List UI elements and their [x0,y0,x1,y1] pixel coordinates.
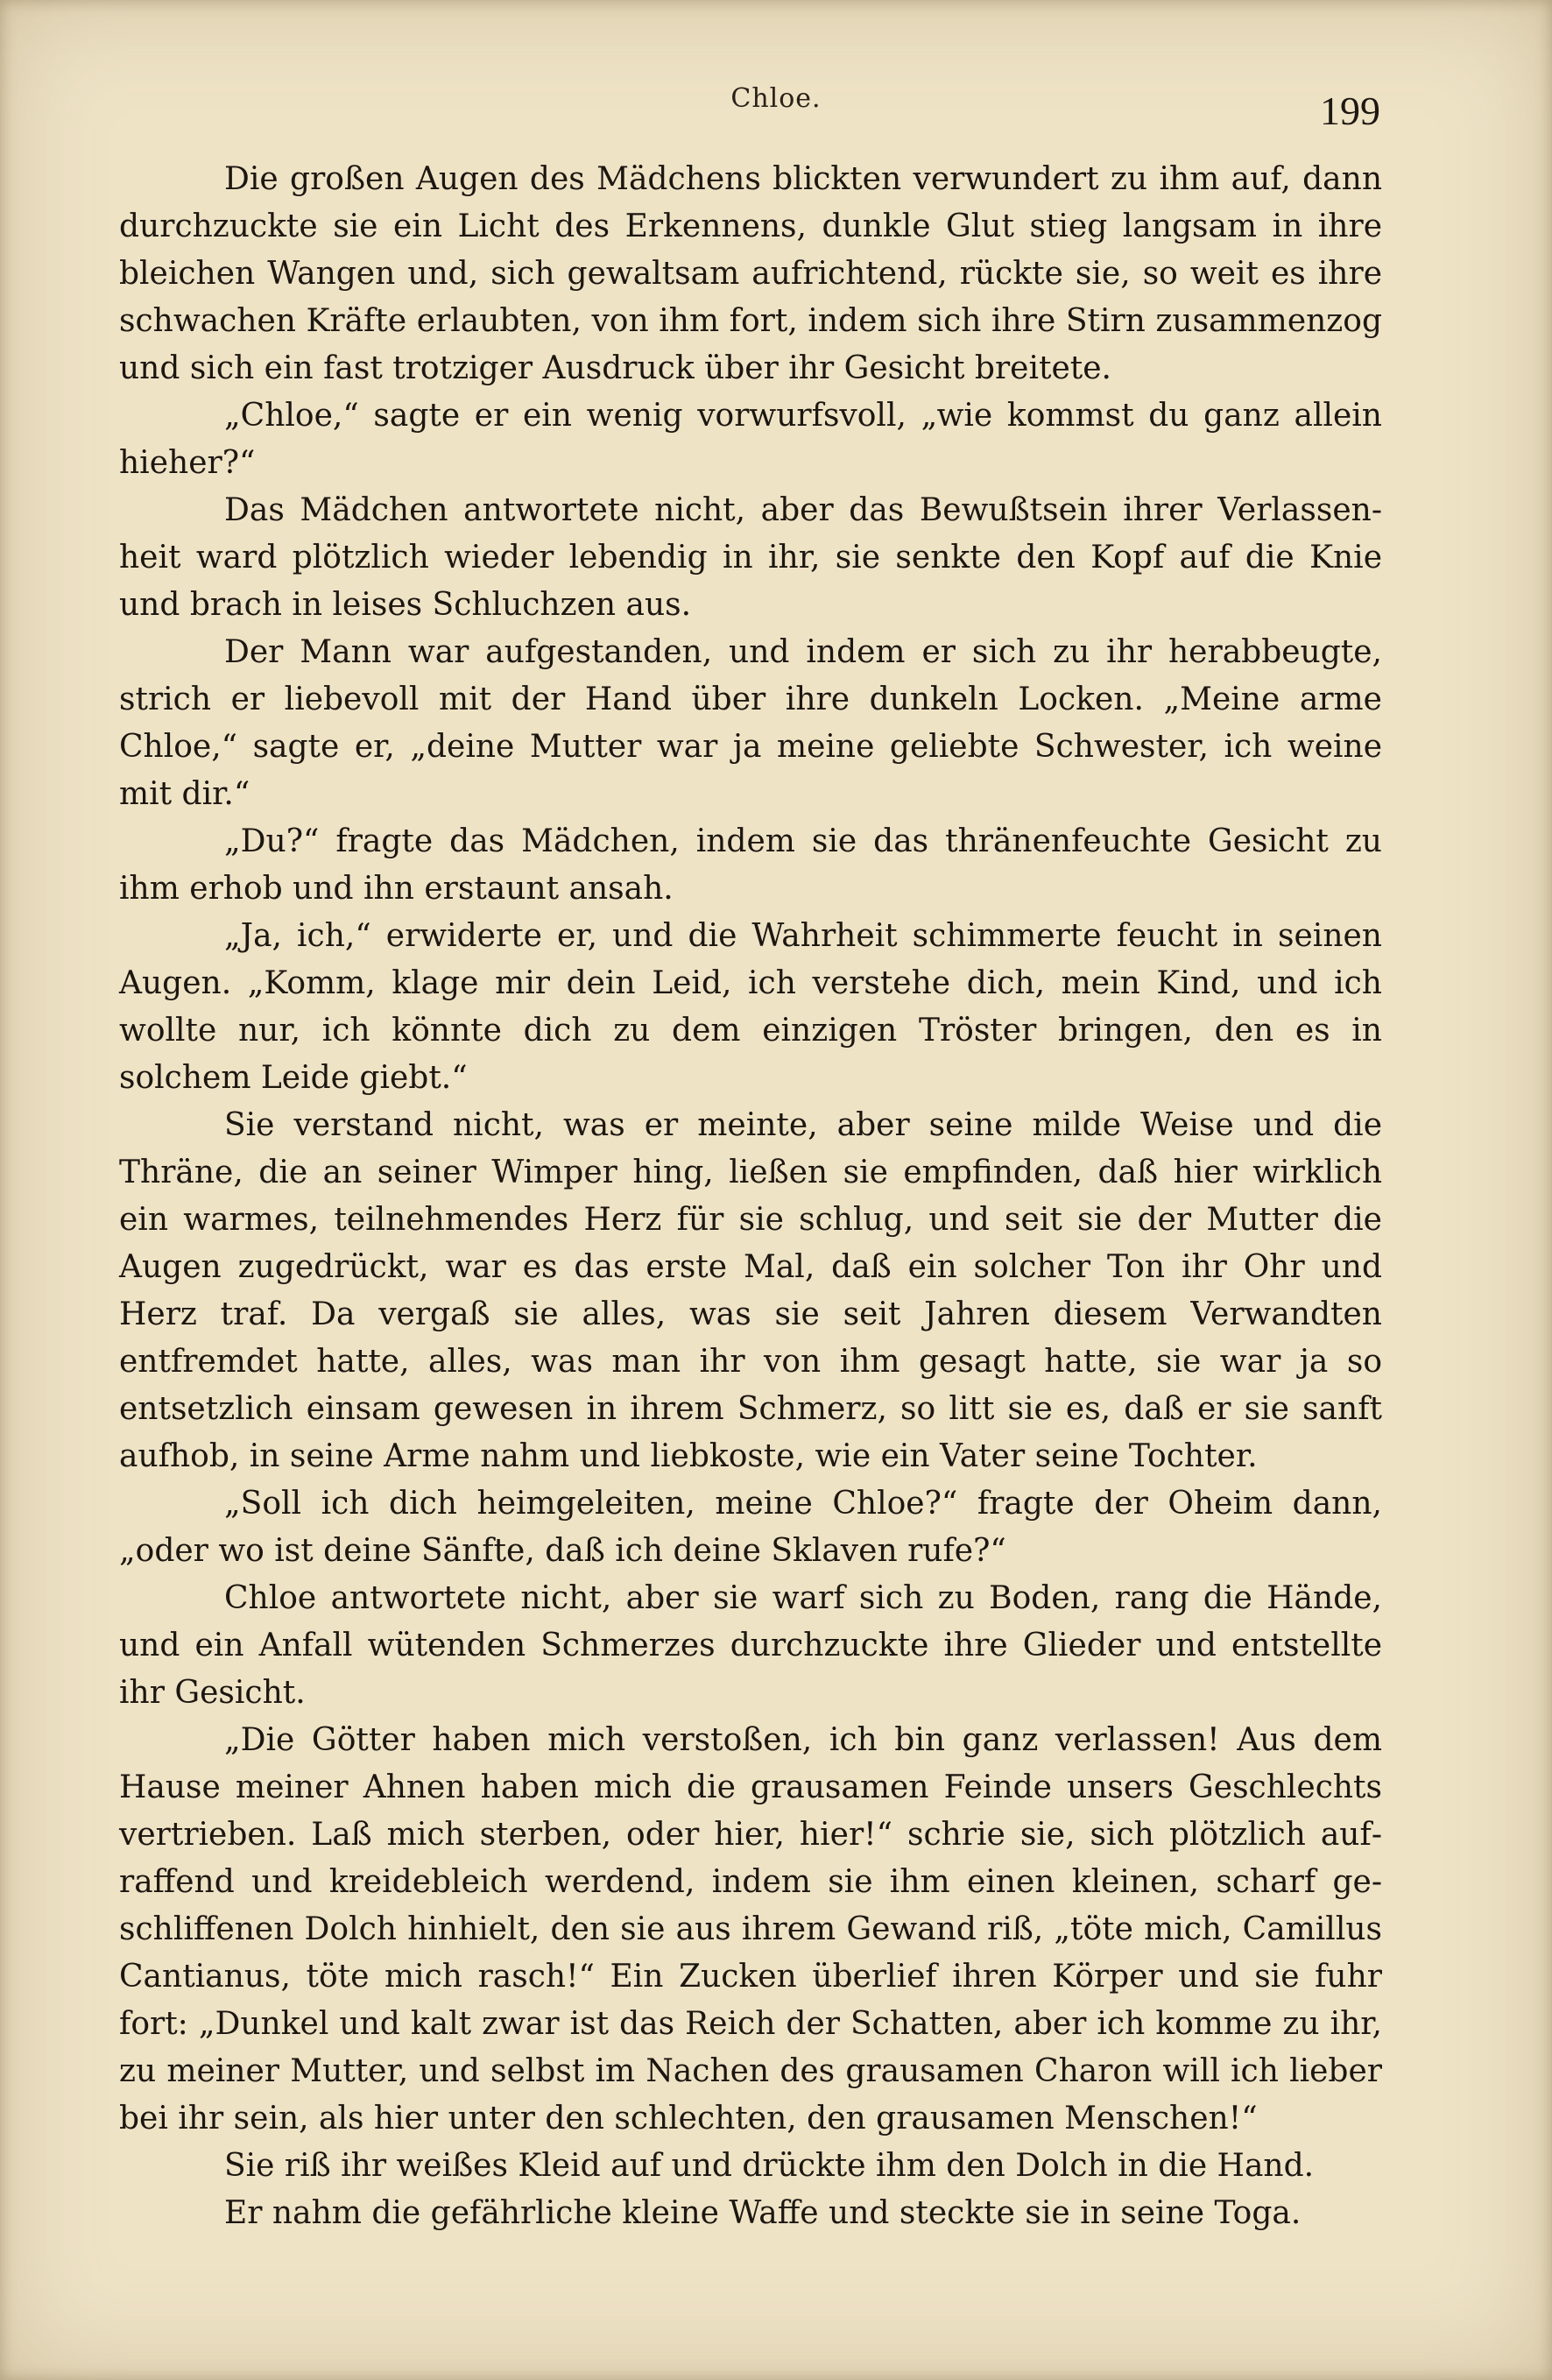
paragraph: Sie verstand nicht, was er meinte, aber seine milde Weise und die Thräne, die an seiner Wimper hing, ließen sie empfinden, daß hier wirklich ein warmes, teilnehmendes Herz für sie schlug, und seit sie der Mutter die Augen zugedrückt, war es das erste Mal, daß ein solcher Ton ihr Ohr und Herz traf. Da vergaß sie alles, was sie seit Jahren diesem Verwandten entfremdet hatte, alles, was man ihr von ihm gesagt hatte, sie war ja so entsetzlich einsam gewesen in ihrem Schmerz, so litt sie es, daß er sie sanft aufhob, in seine Arme nahm und liebkoste, wie ein Vater seine Tochter. [119,1107,1382,1474]
paragraph: Das Mädchen antwortete nicht, aber das Bewußtsein ihrer Verlassenheit ward plötzlich wieder lebendig in ihr, sie senkte den Kopf auf die Knie und brach in leises Schluchzen aus. [119,492,1382,623]
page-number: 199 [1320,88,1380,133]
running-title: Chloe. [730,83,822,114]
paragraph: „Die Götter haben mich verstoßen, ich bin ganz verlassen! Aus dem Hause meiner Ahnen haben mich die grausamen Feinde unsers Geschlechts vertrieben. Laß mich sterben, oder hier, hier!“ schrie sie, sich plötzlich aufraffend und kreidebleich werdend, indem sie ihm einen kleinen, scharf geschliffenen Dolch hinhielt, den sie aus ihrem Gewand riß, „töte mich, Camillus Cantianus, töte mich rasch!“ Ein Zucken überlief ihren Körper und sie fuhr fort: „Dunkel und kalt zwar ist das Reich der Schatten, aber ich komme zu ihr, zu meiner Mutter, und selbst im Nachen des grausamen Charon will ich lieber bei ihr sein, als hier unter den schlechten, den grausamen Menschen!“ [119,1722,1382,2136]
paragraph: „Soll ich dich heimgeleiten, meine Chloe?“ fragte der Oheim dann, „oder wo ist deine Sänfte, daß ich deine Sklaven rufe?“ [119,1486,1382,1569]
paragraph: „Chloe,“ sagte er ein wenig vorwurfsvoll, „wie kommst du ganz allein hieher?“ [119,398,1382,481]
paragraph: Der Mann war aufgestanden, und indem er sich zu ihr herabbeugte, strich er liebevoll mit der Hand über ihre dunkeln Locken. „Meine arme Chloe,“ sagte er, „deine Mutter war ja meine geliebte Schwester, ich weine mit dir.“ [119,634,1382,812]
body-text [119,156,1382,2237]
paragraph: „Du?“ fragte das Mädchen, indem sie das thränenfeuchte Gesicht zu ihm erhob und ihn erstaunt ansah. [119,823,1382,907]
paragraph: Sie riß ihr weißes Kleid auf und drückte ihm den Dolch in die Hand. [224,2148,1315,2184]
paragraph: Er nahm die gefährliche kleine Waffe und steckte sie in seine Toga. [224,2195,1302,2231]
paragraph: „Ja, ich,“ erwiderte er, und die Wahrheit schimmerte feucht in seinen Augen. „Komm, klage mir dein Leid, ich verstehe dich, mein Kind, und ich wollte nur, ich könnte dich zu dem einzigen Tröster bringen, den es in solchem Leide giebt.“ [119,918,1382,1096]
paragraph: Chloe antwortete nicht, aber sie warf sich zu Boden, rang die Hände, und ein Anfall wütenden Schmerzes durchzuckte ihre Glieder und entstellte ihr Gesicht. [119,1580,1382,1711]
paragraph: Die großen Augen des Mädchens blickten verwundert zu ihm auf, dann durchzuckte sie ein Licht des Erkennens, dunkle Glut stieg langsam in ihre bleichen Wangen und, sich gewaltsam aufrichtend, rückte sie, so weit es ihre schwachen Kräfte erlaubten, von ihm fort, indem sich ihre Stirn zusammenzog und sich ein fast trotziger Ausdruck über ihr Gesicht breitete. [119,161,1382,386]
